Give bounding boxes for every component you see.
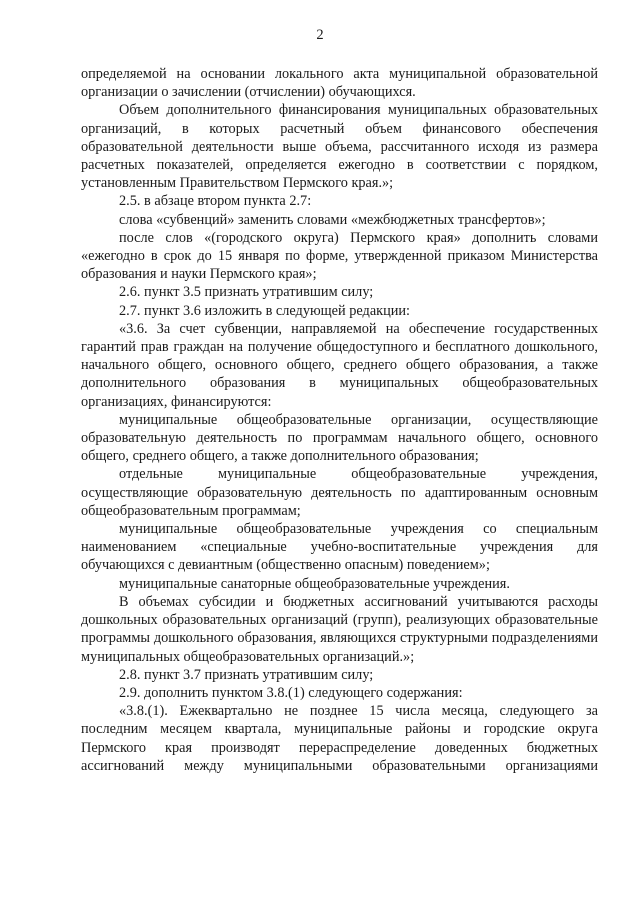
paragraph-2-7: 2.7. пункт 3.6 изложить в следующей редакции: (119, 302, 411, 319)
paragraph-2-5: 2.5. в абзаце втором пункта 2.7: (119, 193, 312, 210)
paragraph-expenses: В объемах субсидии и бюджетных ассигнований учитываются расходы дошкольных образовательных организаций (групп), реализующих образовательные программы дошкольного образования, являющихся структурными подразделениями муниципальных общеобразовательных организаций.»; (81, 593, 598, 665)
paragraph-separate-institutions: отдельные муниципальные общеобразовательные учреждения, осуществляющие образовательную деятельность по адаптированным основным общеобразовательным программам; (81, 466, 598, 519)
paragraph-3-8-1: «3.8.(1). Ежеквартально не позднее 15 числа месяца, следующего за последним месяцем квартала, муниципальные районы и городские округа Пермского края производят перераспределение доведенных бюджетных ассигнований между муниципальными образовательными организациями (81, 703, 598, 774)
document-body (81, 65, 598, 775)
page-number: 2 (316, 27, 324, 43)
paragraph-municipal-organizations: муниципальные общеобразовательные организации, осуществляющие образовательную деятельность по программам начального общего, основного общего, среднего общего, а также дополнительного образования; (81, 411, 598, 465)
paragraph-replace-words: слова «субвенций» заменить словами «межбюджетных трансфертов»; (119, 211, 546, 228)
paragraph-sanatorium-institutions: муниципальные санаторные общеобразовательные учреждения. (119, 575, 510, 592)
paragraph-2-8: 2.8. пункт 3.7 признать утратившим силу; (119, 666, 374, 683)
paragraph-3-6: «3.6. За счет субвенции, направляемой на обеспечение государственных гарантий прав граждан на получение общедоступного и бесплатного дошкольного, начального общего, основного общего, среднего общего образования, а также дополнительного образования в муниципальных общеобразовательных организациях, финансируются: (81, 320, 598, 410)
paragraph-add-words: после слов «(городского округа) Пермского края» дополнить словами «ежегодно в срок до 15 января по форме, утвержденной приказом Министерства образования и науки Пермского края»; (81, 229, 598, 283)
paragraph-2-9: 2.9. дополнить пунктом 3.8.(1) следующего содержания: (119, 684, 463, 701)
paragraph-continuation: определяемой на основании локального акта муниципальной образовательной организации о зачислении (отчислении) обучающихся. (81, 66, 598, 101)
paragraph-2-6: 2.6. пункт 3.5 признать утратившим силу; (119, 284, 374, 301)
paragraph-additional-financing: Объем дополнительного финансирования муниципальных образовательных организаций, в которых расчетный объем финансового обеспечения образовательной деятельности выше объема, рассчитанного исходя из размера расчетных показателей, определяется ежегодно в соответствии с порядком, установленным Правительством Пермского края.»; (81, 102, 598, 192)
paragraph-special-institutions: муниципальные общеобразовательные учреждения со специальным наименованием «специальные учебно-воспитательные учреждения для обучающихся с девиантным (общественно опасным) поведением»; (81, 521, 598, 574)
